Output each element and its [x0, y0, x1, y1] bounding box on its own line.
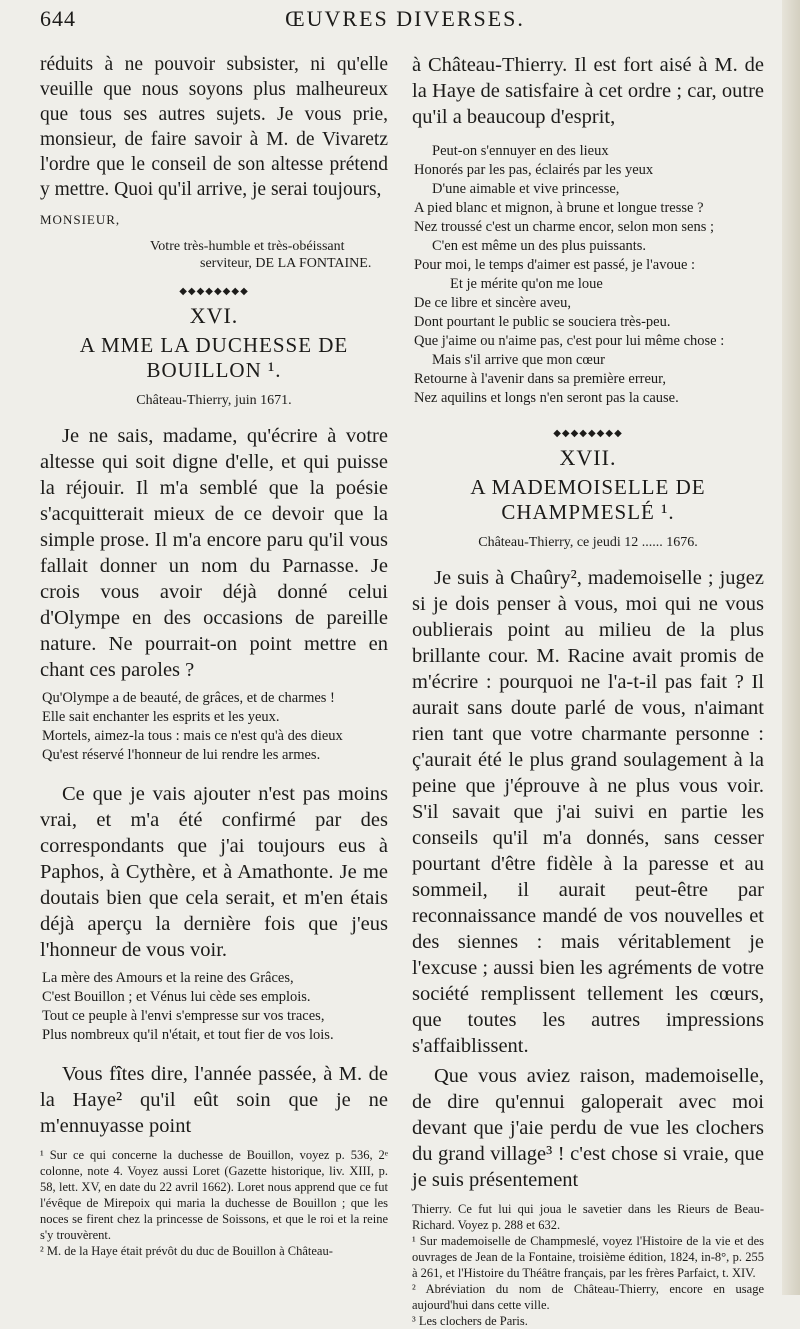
verse-line: Nez troussé c'est un charme encor, selon mon sens ;: [414, 219, 714, 235]
verse-block: [40, 689, 388, 765]
verse-line: D'une aimable et vive princesse,: [432, 181, 620, 197]
verse-line: Honorés par les pas, éclairés par les yeux: [414, 162, 654, 178]
verse-line: C'est Bouillon ; et Vénus lui cède ses emplois.: [42, 989, 311, 1005]
page-number: 644: [40, 6, 76, 31]
signature-line-2: serviteur, DE LA FONTAINE.: [200, 256, 372, 271]
footnote: ² M. de la Haye était prévôt du duc de Bouillon à Château-: [40, 1244, 333, 1258]
footnotes: [412, 1201, 764, 1329]
verse-line: C'en est même un des plus puissants.: [432, 238, 647, 254]
body-paragraph: Je suis à Chaûry², mademoiselle ; jugez si je dois penser à vous, moi qui ne vous oublierais point au milieu de la plus brillante cour. M. Racine avait promis de m'écrire : pourquoi ne l'a-t-il pas fait ? Il aurait sans doute parlé de vous, n'aimant rien tant que votre charmante personne : ç'aurait été le plus grand soulagement à la peine que j'éprouve à ne plus vous voir. S'il savait que j'ai suivi en partie les conseils qu'il m'a donnés, sans cesser pourtant d'être fidèle à la paresse et au sommeil, il aurait peut-être par reconnaissance mandé de vos nouvelles et des siennes : mais véritablement je l'excuse ; aussi bien les agréments de votre société remplissent tellement les cœurs, que toutes les autres impressions s'affaiblissent.: [412, 567, 764, 1057]
verse-line: Elle sait enchanter les esprits et les yeux.: [42, 709, 280, 725]
left-column: [40, 52, 388, 1259]
section-number: XVI.: [189, 303, 239, 328]
salutation: MONSIEUR,: [40, 212, 121, 227]
verse-line: Retourne à l'avenir dans sa première erreur,: [414, 371, 667, 387]
verse-block: [40, 969, 388, 1045]
footnotes: [40, 1147, 388, 1259]
verse-line: Dont pourtant le public se souciera très-peu.: [414, 314, 671, 330]
ornament-divider: ◆◆◆◆◆◆◆◆: [179, 286, 249, 297]
footnote: ¹ Sur ce qui concerne la duchesse de Bouillon, voyez p. 536, 2ᵉ colonne, note 4. Voyez aussi Loret (Gazette historique, liv. XIII, p. 58, lett. XV, en date du 22 avril 1662). Loret nous apprend que ce fut l'évêque de Mirepoix qui maria la duchesse de Bouillon ; que les noces se firent chez la princesse de Soissons, et que le roi et la reine s'y trouvèrent.: [40, 1148, 388, 1242]
verse-line: De ce libre et sincère aveu,: [414, 295, 571, 311]
verse-line: Qu'Olympe a de beauté, de grâces, et de charmes !: [42, 690, 335, 706]
section-number: XVII.: [559, 445, 617, 470]
dateline: Château-Thierry, ce jeudi 12 ...... 1676.: [478, 535, 698, 550]
section-title: A MME LA DUCHESSE DE BOUILLON ¹.: [79, 333, 349, 382]
verse-line: Plus nombreux qu'il n'était, et tout fier de vos lois.: [42, 1027, 334, 1043]
verse-block: [412, 142, 764, 408]
verse-line: A pied blanc et mignon, à brune et longue tresse ?: [414, 200, 704, 216]
dateline: Château-Thierry, juin 1671.: [136, 393, 292, 408]
verse-line: Mortels, aimez-la tous : mais ce n'est qu'à des dieux: [42, 728, 343, 744]
verse-line: Pour moi, le temps d'aimer est passé, je l'avoue :: [414, 257, 696, 273]
footnote: Thierry. Ce fut lui qui joua le savetier dans les Rieurs de Beau-Richard. Voyez p. 288 et 632.: [412, 1202, 764, 1232]
page-edge: [782, 0, 800, 1295]
footnote: ¹ Sur mademoiselle de Champmeslé, voyez l'Histoire de la vie et des ouvrages de Jean de la Fontaine, troisième édition, 1824, in-8°, p. 255 à 261, et l'Histoire du Théâtre français, par les frères Parfaict, t. XIV.: [412, 1234, 764, 1280]
body-paragraph: à Château-Thierry. Il est fort aisé à M. de la Haye de satisfaire à cet ordre ; car, outre qu'il a beaucoup d'esprit,: [412, 54, 764, 128]
ornament-divider: ◆◆◆◆◆◆◆◆: [553, 428, 623, 439]
body-paragraph: Ce que je vais ajouter n'est pas moins vrai, et m'a été confirmé par des correspondants que j'ai toujours eus à Paphos, à Cythère, et à Amathonte. Je me doutais bien que cela serait, et m'en étais déjà aperçu la dernière fois que j'eus l'honneur de vous voir.: [40, 783, 388, 961]
verse-line: Et je mérite qu'on me loue: [450, 276, 603, 292]
verse-line: Qu'est réservé l'honneur de lui rendre les armes.: [42, 747, 321, 763]
verse-line: La mère des Amours et la reine des Grâces,: [42, 970, 294, 986]
right-column: [412, 52, 764, 1329]
verse-line: Peut-on s'ennuyer en des lieux: [432, 143, 609, 159]
page-header: [40, 6, 770, 36]
verse-line: Tout ce peuple à l'envi s'empresse sur vos traces,: [42, 1008, 325, 1024]
signature-line-1: Votre très-humble et très-obéissant: [150, 239, 345, 254]
body-paragraph: Vous fîtes dire, l'année passée, à M. de la Haye² qu'il eût soin que je ne m'ennuyasse point: [40, 1063, 388, 1137]
verse-line: Nez aquilins et longs n'en seront pas la cause.: [414, 390, 679, 406]
letter-closing-paragraph: réduits à ne pouvoir subsister, ni qu'elle veuille que nous soyons plus malheureux que tous ses autres sujets. Je vous prie, monsieur, de faire savoir à M. de Vivaretz l'ordre que le conseil de son altesse prétend y mettre. Quoi qu'il arrive, je serai toujours,: [40, 54, 388, 200]
verse-line: Que j'aime ou n'aime pas, c'est pour lui même chose :: [414, 333, 725, 349]
section-title: A MADEMOISELLE DE CHAMPMESLÉ ¹.: [470, 475, 706, 524]
running-title: ŒUVRES DIVERSES.: [285, 6, 525, 31]
body-paragraph: Que vous aviez raison, mademoiselle, de dire qu'ennui galoperait avec moi devant que j'aie perdu de vue les clochers du grand village³ ! c'est chose si vraie, que je suis présentement: [412, 1065, 764, 1191]
footnote: ³ Les clochers de Paris.: [412, 1314, 528, 1328]
body-paragraph: Je ne sais, madame, qu'écrire à votre altesse qui soit digne d'elle, et qui puisse la réjouir. Il m'a semblé que la poésie s'acquitterait mieux de ce devoir que la simple prose. Il m'a encore paru qu'il vous fallait donner un nom du Parnasse. Je crois vous avoir déjà donné celui d'Olympe en des occasions de pareille nature. Ne pourrait-on point mettre en chant ces paroles ?: [40, 425, 388, 681]
verse-line: Mais s'il arrive que mon cœur: [432, 352, 605, 368]
footnote: ² Abréviation du nom de Château-Thierry, encore en usage aujourd'hui dans cette ville.: [412, 1282, 764, 1312]
